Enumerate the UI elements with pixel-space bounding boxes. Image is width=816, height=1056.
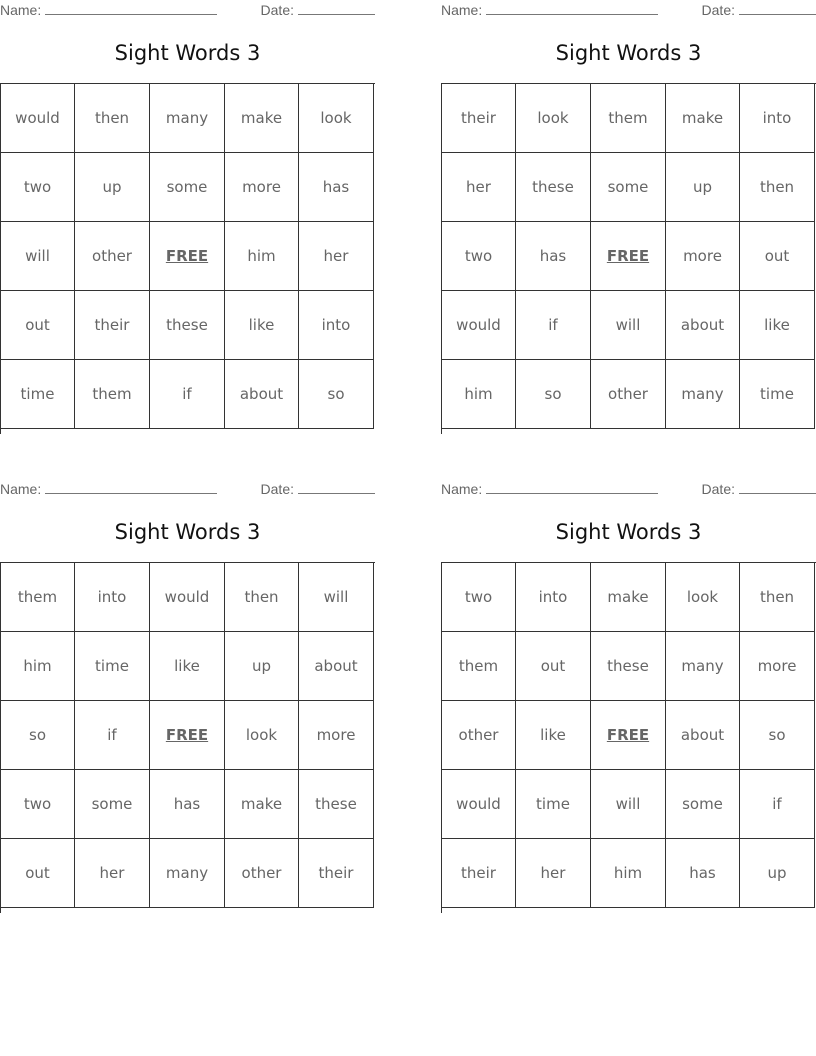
word-cell: out [740, 222, 815, 291]
word-cell: so [516, 360, 591, 429]
word-cell: them [442, 632, 516, 701]
date-label: Date: [701, 2, 735, 18]
card-header [441, 479, 816, 499]
word-cell: would [150, 563, 225, 632]
word-cell: these [516, 153, 591, 222]
date-label: Date: [701, 481, 735, 497]
word-cell: many [150, 84, 225, 153]
word-cell: more [740, 632, 815, 701]
word-cell: time [516, 770, 591, 839]
word-cell: him [591, 839, 666, 908]
word-cell: if [516, 291, 591, 360]
word-cell: more [225, 153, 299, 222]
word-cell: then [740, 153, 815, 222]
word-cell: look [225, 701, 299, 770]
word-cell: these [150, 291, 225, 360]
word-cell: up [740, 839, 815, 908]
date-label: Date: [260, 481, 294, 497]
name-label: Name: [441, 2, 483, 18]
word-cell: their [442, 84, 516, 153]
card-header [0, 0, 375, 20]
free-cell: FREE [591, 701, 666, 770]
word-cell: into [516, 563, 591, 632]
word-cell: him [225, 222, 299, 291]
word-cell: up [75, 153, 150, 222]
word-cell: make [666, 84, 740, 153]
word-cell: two [1, 153, 75, 222]
word-cell: if [150, 360, 225, 429]
word-cell: if [740, 770, 815, 839]
date-field [261, 481, 375, 497]
name-field [441, 481, 658, 497]
word-cell: will [591, 770, 666, 839]
word-cell: her [442, 153, 516, 222]
date-field [702, 481, 816, 497]
word-cell: about [666, 701, 740, 770]
word-cell: other [225, 839, 299, 908]
word-cell: make [225, 770, 299, 839]
word-cell: into [299, 291, 374, 360]
date-field [702, 2, 816, 18]
word-cell: then [740, 563, 815, 632]
word-cell: them [591, 84, 666, 153]
free-cell: FREE [150, 701, 225, 770]
word-cell: has [516, 222, 591, 291]
name-line [45, 2, 217, 15]
word-cell: her [299, 222, 374, 291]
word-cell: so [1, 701, 75, 770]
word-cell: about [666, 291, 740, 360]
word-cell: will [1, 222, 75, 291]
word-cell: their [299, 839, 374, 908]
word-cell: two [442, 563, 516, 632]
word-cell: like [740, 291, 815, 360]
word-cell: look [666, 563, 740, 632]
word-cell: their [442, 839, 516, 908]
card-header [0, 479, 375, 499]
word-cell: then [75, 84, 150, 153]
date-line [739, 481, 816, 494]
word-cell: would [1, 84, 75, 153]
word-cell: more [299, 701, 374, 770]
word-cell: make [225, 84, 299, 153]
card-title: Sight Words 3 [114, 41, 261, 65]
name-label: Name: [0, 481, 42, 497]
word-cell: many [666, 632, 740, 701]
date-line [298, 2, 375, 15]
word-cell: look [299, 84, 374, 153]
card-title: Sight Words 3 [555, 520, 702, 544]
word-cell: would [442, 291, 516, 360]
word-cell: has [299, 153, 374, 222]
free-cell: FREE [591, 222, 666, 291]
name-line [486, 481, 658, 494]
word-cell: her [75, 839, 150, 908]
name-label: Name: [441, 481, 483, 497]
name-line [45, 481, 217, 494]
word-cell: their [75, 291, 150, 360]
word-cell: about [225, 360, 299, 429]
word-cell: time [1, 360, 75, 429]
word-cell: other [591, 360, 666, 429]
date-label: Date: [260, 2, 294, 18]
word-cell: will [591, 291, 666, 360]
word-cell: some [150, 153, 225, 222]
word-cell: some [591, 153, 666, 222]
word-cell: them [1, 563, 75, 632]
card-header [441, 0, 816, 20]
word-cell: out [1, 839, 75, 908]
name-field [0, 2, 217, 18]
name-field [0, 481, 217, 497]
word-cell: two [1, 770, 75, 839]
word-cell: like [516, 701, 591, 770]
word-cell: these [591, 632, 666, 701]
word-cell: look [516, 84, 591, 153]
word-cell: her [516, 839, 591, 908]
date-field [261, 2, 375, 18]
bingo-grid [441, 562, 816, 913]
word-cell: will [299, 563, 374, 632]
word-cell: two [442, 222, 516, 291]
word-cell: them [75, 360, 150, 429]
word-cell: some [666, 770, 740, 839]
word-cell: so [740, 701, 815, 770]
word-cell: many [666, 360, 740, 429]
word-cell: him [1, 632, 75, 701]
word-cell: up [666, 153, 740, 222]
word-cell: more [666, 222, 740, 291]
word-cell: other [75, 222, 150, 291]
word-cell: like [225, 291, 299, 360]
bingo-grid [441, 83, 816, 434]
card-title: Sight Words 3 [114, 520, 261, 544]
word-cell: time [75, 632, 150, 701]
date-line [739, 2, 816, 15]
word-cell: then [225, 563, 299, 632]
word-cell: some [75, 770, 150, 839]
word-cell: make [591, 563, 666, 632]
bingo-grid [0, 83, 375, 434]
name-line [486, 2, 658, 15]
word-cell: has [150, 770, 225, 839]
word-cell: so [299, 360, 374, 429]
name-label: Name: [0, 2, 42, 18]
word-cell: these [299, 770, 374, 839]
word-cell: if [75, 701, 150, 770]
name-field [441, 2, 658, 18]
word-cell: into [75, 563, 150, 632]
word-cell: up [225, 632, 299, 701]
word-cell: out [1, 291, 75, 360]
word-cell: has [666, 839, 740, 908]
date-line [298, 481, 375, 494]
word-cell: many [150, 839, 225, 908]
word-cell: would [442, 770, 516, 839]
word-cell: about [299, 632, 374, 701]
word-cell: him [442, 360, 516, 429]
word-cell: like [150, 632, 225, 701]
free-cell: FREE [150, 222, 225, 291]
word-cell: out [516, 632, 591, 701]
bingo-grid [0, 562, 375, 913]
card-title: Sight Words 3 [555, 41, 702, 65]
word-cell: time [740, 360, 815, 429]
word-cell: into [740, 84, 815, 153]
word-cell: other [442, 701, 516, 770]
